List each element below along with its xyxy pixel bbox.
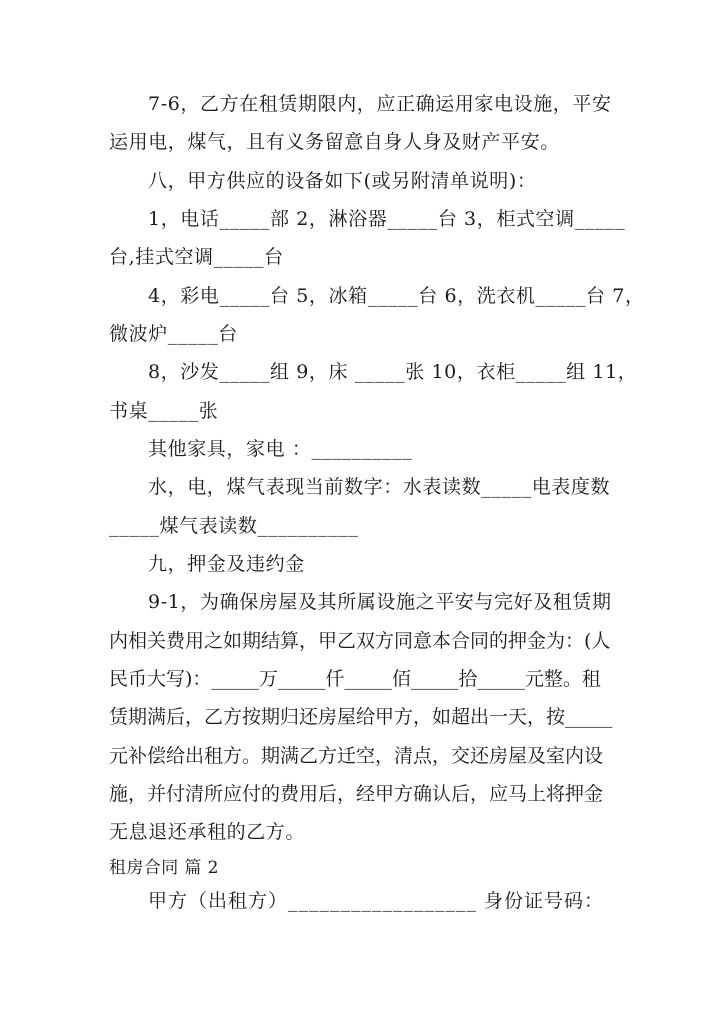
paragraph-line: 内相关费用之如期结算，甲乙双方同意本合同的押金为：(人: [109, 630, 611, 652]
paragraph-line: 甲方（出租方）__________________ 身份证号码：: [148, 890, 605, 912]
paragraph-line: _____煤气表读数__________: [109, 515, 359, 537]
paragraph-line: 微波炉_____台: [109, 323, 238, 345]
paragraph-line: 其他家具，家电 ：__________: [148, 438, 413, 460]
paragraph-line: 民币大写)：_____万_____仟_____佰_____拾_____元整。租: [109, 668, 601, 690]
paragraph-line: 书桌_____张: [109, 400, 219, 422]
section-heading: 租房合同 篇 2: [109, 858, 219, 878]
paragraph-line: 4，彩电_____台 5，冰箱_____台 6，洗衣机_____台 7，: [148, 285, 645, 307]
paragraph-line: 9-1，为确保房屋及其所属设施之平安与完好及租赁期: [148, 591, 612, 613]
paragraph-line: 元补偿给出租方。期满乙方迁空，清点，交还房屋及室内设: [109, 745, 604, 767]
paragraph-line: 九，押金及违约金: [148, 553, 305, 575]
paragraph-line: 运用电，煤气，且有义务留意自身人身及财产平安。: [109, 131, 560, 153]
paragraph-line: 赁期满后，乙方按期归还房屋给甲方，如超出一天，按_____: [109, 706, 613, 728]
paragraph-line: 8，沙发_____组 9，床 _____张 10，衣柜_____组 11，: [148, 361, 638, 383]
paragraph-line: 水，电，煤气表现当前数字：水表读数_____电表度数: [148, 476, 611, 498]
paragraph-line: 无息退还承租的乙方。: [109, 821, 306, 843]
paragraph-line: 台,挂式空调_____台: [109, 246, 284, 268]
paragraph-line: 施，并付清所应付的费用后，经甲方确认后，应马上将押金: [109, 783, 604, 805]
paragraph-line: 7-6，乙方在租赁期限内，应正确运用家电设施，平安: [148, 93, 612, 115]
paragraph-line: 八，甲方供应的设备如下(或另附清单说明)：: [148, 170, 537, 192]
paragraph-line: 1，电话_____部 2，淋浴器_____台 3，柜式空调_____: [148, 208, 626, 230]
